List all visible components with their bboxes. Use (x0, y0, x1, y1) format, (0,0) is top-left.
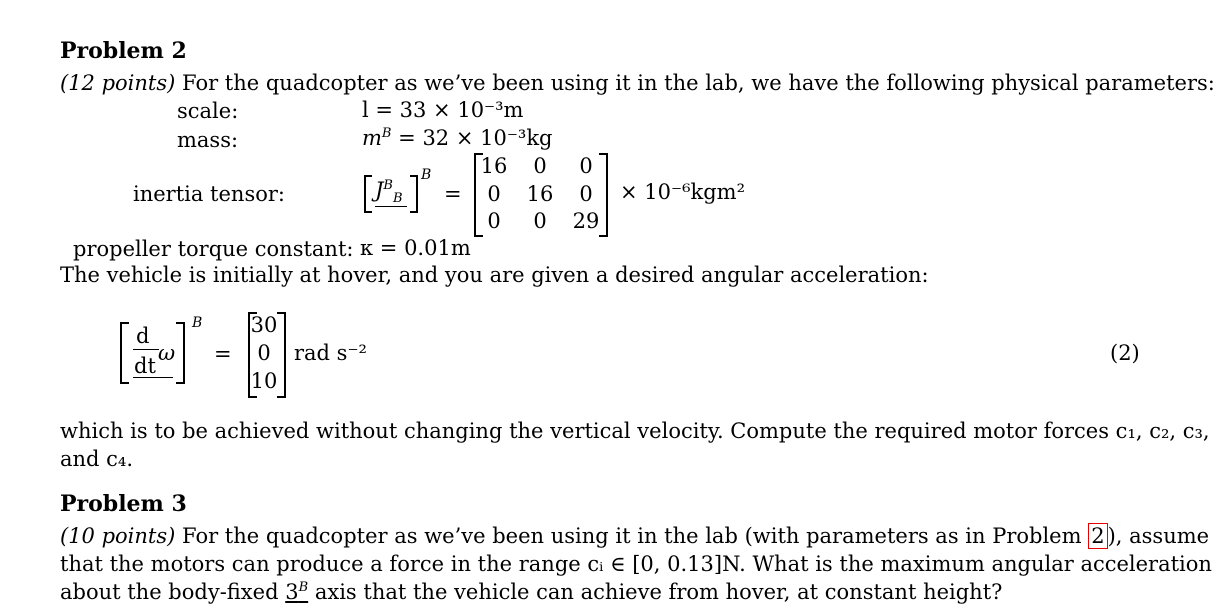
problem-3-points: (10 points) (60, 524, 176, 548)
eq-left-bracket (120, 322, 129, 384)
scale-value: l = 33 × 10⁻³m (362, 98, 524, 122)
vector-cell: 30 (250, 313, 278, 337)
problem-3-title: Problem 3 (60, 491, 187, 517)
eq-underline (133, 377, 173, 378)
problem-3-line-1-tail: ), assume (1107, 524, 1210, 548)
hover-sentence: The vehicle is initially at hover, and you are given a desired angular acceleration: (60, 263, 929, 287)
problem-2-title: Problem 2 (60, 38, 187, 64)
inertia-cell: 0 (579, 182, 593, 206)
body-axis-superscript: B (298, 580, 309, 595)
mass-superscript: B (381, 126, 392, 141)
inertia-equals: = (444, 182, 462, 206)
inertia-matrix-right-bracket (599, 153, 608, 237)
inertia-lhs-left-bracket (364, 175, 372, 213)
inertia-underline (375, 206, 407, 207)
scale-label: scale: (177, 99, 239, 123)
inertia-label: inertia tensor: (133, 182, 285, 206)
inertia-outer-superscript: B (421, 167, 432, 183)
problem-3-line-1 (60, 526, 1209, 547)
problem-2-intro: For the quadcopter as we’ve been using it in the lab, we have the following physical parameters: (182, 71, 1215, 95)
vector-right-bracket (277, 312, 286, 398)
inertia-cell: 0 (533, 209, 547, 233)
inertia-j-sup: B (383, 178, 393, 193)
eq-fraction-bar (133, 349, 159, 350)
eq-units: rad s⁻² (294, 341, 367, 365)
inertia-cell: 16 (480, 154, 508, 178)
eq-omega: ω (158, 341, 176, 365)
eq-dt: dt (134, 354, 156, 378)
inertia-scale: × 10⁻⁶kgm² (620, 180, 745, 204)
mass-label: mass: (177, 128, 239, 152)
problem-2-points: (12 points) (60, 71, 176, 95)
problem-3-line-3-tail: axis that the vehicle can achieve from hover, at constant height? (314, 580, 1003, 604)
inertia-cell: 0 (533, 154, 547, 178)
inertia-j-sub: B (392, 191, 403, 207)
mass-rest: = 32 × 10⁻³kg (398, 126, 553, 150)
torque-label: propeller torque constant: (73, 237, 354, 261)
inertia-j: J (375, 178, 384, 202)
body-axis-label (285, 580, 308, 604)
inertia-cell: 29 (572, 209, 600, 233)
problem-3-line-2: that the motors can produce a force in the range cᵢ ∈ [0, 0.13]N. What is the maximum angular acceleration (60, 552, 1212, 576)
inertia-cell: 0 (579, 154, 593, 178)
eq-outer-superscript: B (192, 315, 203, 331)
problem-2-intro-line (60, 73, 1215, 94)
inertia-symbol (375, 178, 403, 207)
inertia-cell: 0 (487, 182, 501, 206)
equation-number: (2) (1110, 341, 1140, 365)
inertia-lhs-right-bracket (410, 175, 418, 213)
problem-3-line-3-text: about the body-fixed (60, 580, 279, 604)
vector-cell: 0 (257, 341, 271, 365)
inertia-cell: 16 (526, 182, 554, 206)
mass-value (362, 128, 553, 149)
task-line-2: and c₄. (60, 447, 134, 471)
torque-value: κ = 0.01m (360, 236, 471, 260)
problem-2-reference-link[interactable]: 2 (1088, 523, 1107, 549)
inertia-cell: 0 (487, 209, 501, 233)
task-line-1: which is to be achieved without changing the vertical velocity. Compute the required motor forces c₁, c₂, c₃, (60, 419, 1210, 443)
problem-3-line-1-text: For the quadcopter as we’ve been using it in the lab (with parameters as in Problem (182, 524, 1082, 548)
eq-d: d (136, 324, 150, 348)
eq-right-bracket (176, 322, 185, 384)
eq-equals: = (214, 342, 232, 366)
problem-3-line-3 (60, 582, 1002, 603)
mass-symbol: m (362, 126, 382, 150)
body-axis-number: 3 (285, 580, 299, 604)
vector-cell: 10 (250, 369, 278, 393)
